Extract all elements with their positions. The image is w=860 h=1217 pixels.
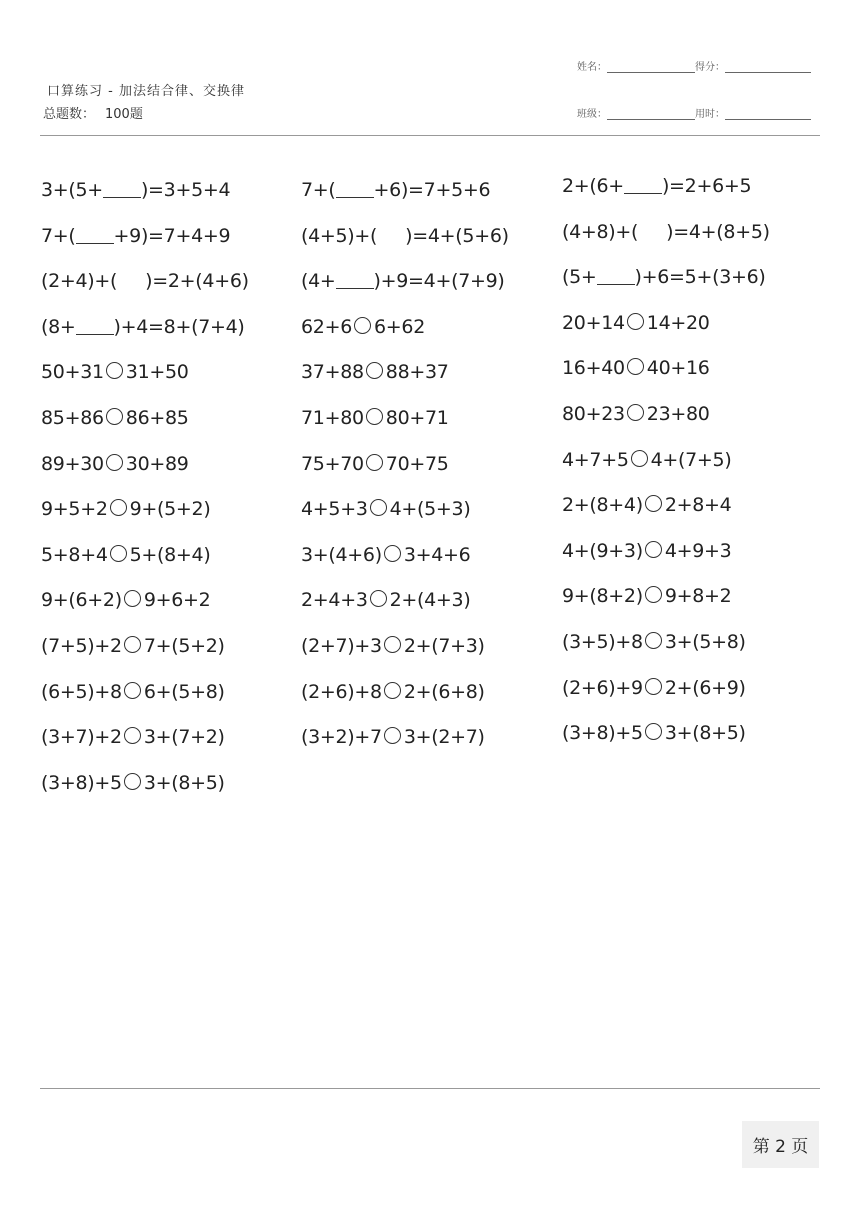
problem-item (562, 442, 770, 488)
header-divider (40, 135, 820, 136)
problem-right: 3+(7+2) (143, 726, 225, 749)
problem-column-3 (562, 168, 770, 761)
problem-item (562, 715, 770, 761)
problem-right: 4+(5+3) (389, 498, 471, 521)
compare-circle[interactable] (627, 358, 644, 375)
problem-item (301, 263, 509, 309)
problem-left: (4+8)+( (562, 220, 639, 243)
score-label: 得分： (695, 62, 725, 73)
problem-item (41, 491, 249, 537)
compare-circle[interactable] (384, 636, 401, 653)
problem-item (41, 172, 249, 218)
problem-right: +9)=7+4+9 (113, 224, 231, 247)
problem-item (301, 537, 509, 583)
problem-left: (3+2)+7 (301, 726, 382, 749)
compare-circle[interactable] (384, 682, 401, 699)
problem-left: (7+5)+2 (41, 634, 122, 657)
problem-left: 4+5+3 (301, 498, 368, 521)
compare-circle[interactable] (645, 678, 662, 695)
problem-item (562, 396, 770, 442)
problem-left: 9+(6+2) (41, 589, 122, 612)
problem-right: )+6=5+(3+6) (634, 266, 766, 289)
compare-circle[interactable] (110, 545, 127, 562)
problem-right: 9+(5+2) (129, 498, 211, 521)
problem-left: (3+8)+5 (562, 722, 643, 745)
problem-left: 4+(9+3) (562, 539, 643, 562)
problem-right: )=3+5+4 (140, 179, 231, 201)
problem-item (41, 263, 249, 309)
compare-circle[interactable] (645, 586, 662, 603)
problem-right: +6)=7+5+6 (373, 179, 491, 201)
problem-item (41, 309, 249, 355)
compare-circle[interactable] (124, 682, 141, 699)
problem-right: )=2+(4+6) (145, 270, 249, 293)
problem-left: 71+80 (301, 406, 364, 429)
problem-left: 5+8+4 (41, 543, 108, 566)
page-number: 第 2 页 (742, 1121, 819, 1168)
problem-column-2 (301, 172, 509, 765)
compare-circle[interactable] (627, 404, 644, 421)
problem-right: )+4=8+(7+4) (113, 315, 245, 338)
problem-right: )=2+6+5 (661, 175, 752, 197)
problem-left: 20+14 (562, 311, 625, 334)
compare-circle[interactable] (124, 636, 141, 653)
problem-item (562, 533, 770, 579)
compare-circle[interactable] (370, 499, 387, 516)
problem-left: (2+4)+( (41, 270, 118, 293)
time-label: 用时： (695, 109, 725, 120)
footer-divider (40, 1088, 820, 1089)
problem-right: 9+6+2 (143, 589, 211, 612)
problem-left: 62+6 (301, 315, 352, 338)
problem-right: 30+89 (125, 452, 189, 475)
problem-column-1 (41, 172, 249, 810)
problem-item (562, 578, 770, 624)
problem-item (41, 400, 249, 446)
compare-circle[interactable] (384, 727, 401, 744)
problem-item (301, 218, 509, 264)
problem-left: (6+5)+8 (41, 680, 122, 703)
problem-right: 6+(5+8) (143, 680, 225, 703)
problem-item (301, 719, 509, 765)
problem-left: (3+8)+5 (41, 771, 122, 794)
problem-left: 3+(5+ (41, 179, 103, 201)
compare-circle[interactable] (366, 408, 383, 425)
name-field[interactable] (607, 62, 695, 73)
compare-circle[interactable] (645, 541, 662, 558)
compare-circle[interactable] (106, 454, 123, 471)
compare-circle[interactable] (631, 450, 648, 467)
problem-right: 2+8+4 (664, 494, 732, 517)
compare-circle[interactable] (110, 499, 127, 516)
problem-right: )=4+(8+5) (666, 220, 770, 243)
problem-left: 37+88 (301, 361, 364, 384)
problem-left: (2+7)+3 (301, 634, 382, 657)
problem-left: 3+(4+6) (301, 543, 382, 566)
score-field[interactable] (725, 62, 811, 73)
answer-space[interactable] (377, 224, 405, 244)
problem-left: (8+ (41, 315, 76, 338)
problem-left: 4+7+5 (562, 448, 629, 471)
problem-left: (2+6)+8 (301, 680, 382, 703)
problem-right: 9+8+2 (664, 585, 732, 608)
class-label: 班级： (577, 109, 607, 120)
problem-item (41, 582, 249, 628)
problem-right: 3+(8+5) (664, 722, 746, 745)
problem-item (301, 172, 509, 218)
problem-item (301, 354, 509, 400)
compare-circle[interactable] (627, 313, 644, 330)
problem-item (562, 350, 770, 396)
problem-right: 2+(7+3) (403, 634, 485, 657)
compare-circle[interactable] (645, 632, 662, 649)
problem-right: 4+(7+5) (650, 448, 732, 471)
problem-right: 3+(8+5) (143, 771, 225, 794)
problem-right: 6+62 (374, 315, 425, 338)
problem-item (562, 168, 770, 214)
problem-right: )=4+(5+6) (405, 224, 509, 247)
answer-blank[interactable] (76, 314, 114, 335)
problem-item (562, 624, 770, 670)
compare-circle[interactable] (124, 773, 141, 790)
problem-item (41, 354, 249, 400)
problem-right: 2+(6+8) (403, 680, 485, 703)
problem-left: (2+6)+9 (562, 676, 643, 699)
time-field[interactable] (725, 109, 811, 120)
problem-left: 16+40 (562, 357, 625, 380)
problem-right: 2+(4+3) (389, 589, 471, 612)
answer-blank[interactable] (624, 173, 662, 194)
problem-item (301, 446, 509, 492)
problem-item (301, 628, 509, 674)
problem-left: (5+ (562, 266, 597, 289)
problem-right: 86+85 (125, 406, 189, 429)
answer-blank[interactable] (597, 264, 635, 285)
problem-right: 2+(6+9) (664, 676, 746, 699)
answer-space[interactable] (117, 269, 145, 289)
compare-circle[interactable] (370, 590, 387, 607)
problem-right: 23+80 (646, 402, 710, 425)
problem-item (41, 628, 249, 674)
compare-circle[interactable] (366, 454, 383, 471)
problem-right: 88+37 (385, 361, 449, 384)
problem-item (41, 218, 249, 264)
problem-item (301, 582, 509, 628)
problem-item (301, 309, 509, 355)
problem-item (562, 259, 770, 305)
problem-left: 9+(8+2) (562, 585, 643, 608)
problem-left: 7+( (41, 224, 76, 247)
name-score-row (577, 58, 811, 73)
compare-circle[interactable] (366, 362, 383, 379)
problem-right: 4+9+3 (664, 539, 732, 562)
problem-right: 14+20 (646, 311, 710, 334)
problem-item (301, 491, 509, 537)
problem-left: 2+(6+ (562, 175, 624, 197)
problem-left: 9+5+2 (41, 498, 108, 521)
compare-circle[interactable] (124, 590, 141, 607)
problem-left: 50+31 (41, 361, 104, 384)
problem-right: 3+(5+8) (664, 630, 746, 653)
problem-left: 75+70 (301, 452, 364, 475)
problem-left: (3+7)+2 (41, 726, 122, 749)
problem-item (41, 719, 249, 765)
problem-item (562, 305, 770, 351)
problem-right: 70+75 (385, 452, 449, 475)
compare-circle[interactable] (645, 495, 662, 512)
problem-right: 31+50 (125, 361, 189, 384)
problem-left: (3+5)+8 (562, 630, 643, 653)
problem-left: 2+(8+4) (562, 494, 643, 517)
answer-blank[interactable] (336, 177, 374, 198)
total-value: 100题 (105, 107, 143, 122)
problem-left: 85+86 (41, 406, 104, 429)
name-label: 姓名： (577, 62, 607, 73)
compare-circle[interactable] (124, 727, 141, 744)
worksheet-title: 口算练习 - 加法结合律、交换律 (47, 84, 245, 99)
class-field[interactable] (607, 109, 695, 120)
problem-right: 7+(5+2) (143, 634, 225, 657)
problem-right: 5+(8+4) (129, 543, 211, 566)
problem-left: 2+4+3 (301, 589, 368, 612)
problem-left: 7+( (301, 179, 336, 201)
problem-left: (4+ (301, 270, 336, 293)
compare-circle[interactable] (645, 723, 662, 740)
problem-right: 3+4+6 (403, 543, 471, 566)
answer-blank[interactable] (336, 268, 374, 289)
class-time-row (577, 105, 811, 120)
problem-item (41, 674, 249, 720)
problem-right: 3+(2+7) (403, 726, 485, 749)
problem-right: 40+16 (646, 357, 710, 380)
problem-item (301, 400, 509, 446)
problem-item (41, 537, 249, 583)
compare-circle[interactable] (106, 362, 123, 379)
answer-blank[interactable] (76, 223, 114, 244)
compare-circle[interactable] (106, 408, 123, 425)
problem-item (41, 765, 249, 811)
problem-item (562, 670, 770, 716)
answer-space[interactable] (638, 220, 666, 240)
total-count (43, 103, 143, 122)
answer-blank[interactable] (103, 177, 141, 198)
problem-left: 89+30 (41, 452, 104, 475)
problem-right: )+9=4+(7+9) (373, 270, 505, 293)
problem-left: 80+23 (562, 402, 625, 425)
compare-circle[interactable] (384, 545, 401, 562)
problem-item (301, 674, 509, 720)
problem-item (41, 446, 249, 492)
compare-circle[interactable] (354, 317, 371, 334)
problem-item (562, 487, 770, 533)
problem-item (562, 214, 770, 260)
total-label: 总题数： (43, 107, 96, 122)
problem-right: 80+71 (385, 406, 449, 429)
problem-left: (4+5)+( (301, 224, 378, 247)
